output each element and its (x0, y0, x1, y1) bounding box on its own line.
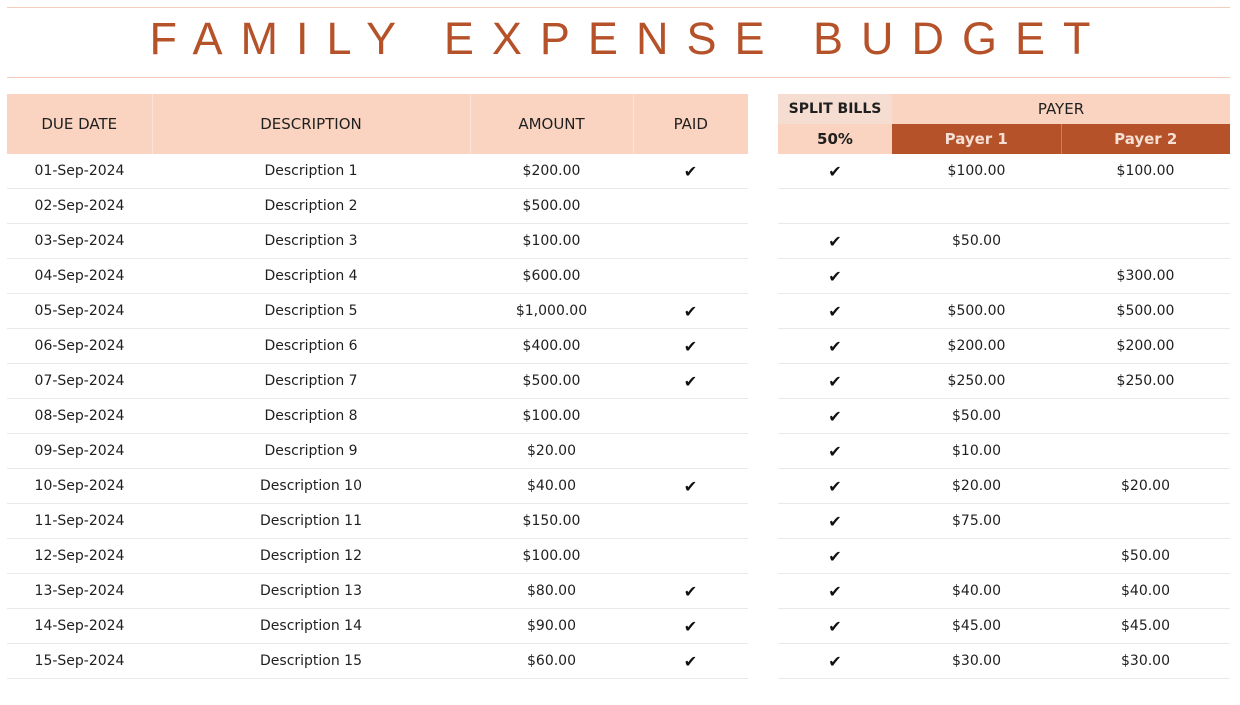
table-row (778, 154, 1230, 189)
split-check-cell[interactable]: ✔ (778, 644, 892, 679)
table-row (7, 469, 748, 504)
payer2-header[interactable]: Payer 2 (1061, 124, 1230, 154)
table-row (7, 364, 748, 399)
table-row (778, 469, 1230, 504)
table-row (778, 329, 1230, 364)
table-row (7, 539, 748, 574)
due-date-cell[interactable]: 04-Sep-2024 (7, 259, 152, 294)
paid-check-cell[interactable] (633, 399, 748, 434)
paid-check-cell[interactable] (633, 189, 748, 224)
due-date-cell[interactable]: 06-Sep-2024 (7, 329, 152, 364)
description-header[interactable]: DESCRIPTION (152, 94, 470, 154)
due-date-header[interactable]: DUE DATE (7, 94, 152, 154)
description-cell[interactable]: Description 9 (152, 434, 470, 469)
amount-cell[interactable]: $500.00 (470, 189, 633, 224)
payer2-amount-cell[interactable]: $300.00 (1061, 259, 1230, 294)
due-date-cell[interactable]: 02-Sep-2024 (7, 189, 152, 224)
due-date-cell[interactable]: 07-Sep-2024 (7, 364, 152, 399)
amount-cell[interactable]: $40.00 (470, 469, 633, 504)
amount-cell[interactable]: $20.00 (470, 434, 633, 469)
payer1-amount-cell[interactable]: $20.00 (892, 469, 1061, 504)
payer2-amount-cell[interactable] (1061, 434, 1230, 469)
table-row (7, 154, 748, 189)
table-row (778, 574, 1230, 609)
table-row (7, 259, 748, 294)
split-bills-table-body (778, 154, 1230, 679)
split-check-cell[interactable]: ✔ (778, 469, 892, 504)
payer1-amount-cell[interactable]: $75.00 (892, 504, 1061, 539)
description-cell[interactable]: Description 2 (152, 189, 470, 224)
description-cell[interactable]: Description 14 (152, 609, 470, 644)
description-cell[interactable]: Description 7 (152, 364, 470, 399)
payer1-amount-cell[interactable]: $50.00 (892, 399, 1061, 434)
description-cell[interactable]: Description 6 (152, 329, 470, 364)
description-cell[interactable]: Description 10 (152, 469, 470, 504)
payer1-amount-cell[interactable]: $10.00 (892, 434, 1061, 469)
due-date-cell[interactable]: 08-Sep-2024 (7, 399, 152, 434)
paid-check-cell[interactable]: ✔ (633, 644, 748, 679)
paid-check-cell[interactable] (633, 224, 748, 259)
payer-header[interactable]: PAYER (892, 94, 1230, 124)
paid-check-cell[interactable]: ✔ (633, 329, 748, 364)
due-date-cell[interactable]: 05-Sep-2024 (7, 294, 152, 329)
table-row (778, 399, 1230, 434)
description-cell[interactable]: Description 15 (152, 644, 470, 679)
payer1-amount-cell[interactable]: $30.00 (892, 644, 1061, 679)
table-row (7, 224, 748, 259)
split-check-cell[interactable]: ✔ (778, 539, 892, 574)
title-bottom-rule (7, 77, 1230, 78)
description-cell[interactable]: Description 12 (152, 539, 470, 574)
expense-table-body (7, 154, 748, 679)
payer2-amount-cell[interactable] (1061, 189, 1230, 224)
payer2-amount-cell[interactable]: $30.00 (1061, 644, 1230, 679)
split-check-cell[interactable]: ✔ (778, 259, 892, 294)
due-date-cell[interactable]: 01-Sep-2024 (7, 154, 152, 189)
description-cell[interactable]: Description 1 (152, 154, 470, 189)
table-row (778, 364, 1230, 399)
table-row (778, 504, 1230, 539)
payer2-amount-cell[interactable] (1061, 399, 1230, 434)
table-row (778, 434, 1230, 469)
payer2-amount-cell[interactable] (1061, 504, 1230, 539)
due-date-cell[interactable]: 15-Sep-2024 (7, 644, 152, 679)
table-row (7, 329, 748, 364)
amount-cell[interactable]: $100.00 (470, 224, 633, 259)
paid-check-cell[interactable]: ✔ (633, 469, 748, 504)
payer1-amount-cell[interactable]: $250.00 (892, 364, 1061, 399)
split-check-cell[interactable]: ✔ (778, 399, 892, 434)
payer2-amount-cell[interactable] (1061, 224, 1230, 259)
paid-check-cell[interactable] (633, 504, 748, 539)
paid-header[interactable]: PAID (633, 94, 748, 154)
table-row (778, 644, 1230, 679)
due-date-cell[interactable]: 12-Sep-2024 (7, 539, 152, 574)
description-cell[interactable]: Description 4 (152, 259, 470, 294)
amount-cell[interactable]: $1,000.00 (470, 294, 633, 329)
split-check-cell[interactable]: ✔ (778, 574, 892, 609)
payer1-amount-cell[interactable] (892, 539, 1061, 574)
due-date-cell[interactable]: 13-Sep-2024 (7, 574, 152, 609)
amount-cell[interactable]: $150.00 (470, 504, 633, 539)
split-check-cell[interactable]: ✔ (778, 364, 892, 399)
paid-check-cell[interactable]: ✔ (633, 154, 748, 189)
description-cell[interactable]: Description 13 (152, 574, 470, 609)
payer1-amount-cell[interactable]: $500.00 (892, 294, 1061, 329)
table-row (7, 574, 748, 609)
payer1-amount-cell[interactable]: $200.00 (892, 329, 1061, 364)
table-row (778, 539, 1230, 574)
payer2-amount-cell[interactable]: $250.00 (1061, 364, 1230, 399)
description-cell[interactable]: Description 3 (152, 224, 470, 259)
split-check-cell[interactable]: ✔ (778, 154, 892, 189)
payer2-amount-cell[interactable]: $200.00 (1061, 329, 1230, 364)
page-title: FAMILY EXPENSE BUDGET (149, 13, 1109, 64)
payer2-amount-cell[interactable]: $100.00 (1061, 154, 1230, 189)
split-bills-header[interactable]: SPLIT BILLS (778, 94, 892, 124)
amount-cell[interactable]: $200.00 (470, 154, 633, 189)
amount-cell[interactable]: $80.00 (470, 574, 633, 609)
table-row (7, 294, 748, 329)
table-row (778, 609, 1230, 644)
split-check-cell[interactable]: ✔ (778, 224, 892, 259)
payer1-amount-cell[interactable]: $100.00 (892, 154, 1061, 189)
payer2-amount-cell[interactable]: $40.00 (1061, 574, 1230, 609)
description-cell[interactable]: Description 8 (152, 399, 470, 434)
paid-check-cell[interactable] (633, 434, 748, 469)
due-date-cell[interactable]: 09-Sep-2024 (7, 434, 152, 469)
payer1-amount-cell[interactable]: $40.00 (892, 574, 1061, 609)
split-check-cell[interactable]: ✔ (778, 329, 892, 364)
description-cell[interactable]: Description 5 (152, 294, 470, 329)
paid-check-cell[interactable]: ✔ (633, 294, 748, 329)
amount-cell[interactable]: $500.00 (470, 364, 633, 399)
paid-check-cell[interactable] (633, 539, 748, 574)
due-date-cell[interactable]: 11-Sep-2024 (7, 504, 152, 539)
due-date-cell[interactable]: 14-Sep-2024 (7, 609, 152, 644)
split-percent-cell[interactable]: 50% (778, 124, 892, 154)
split-check-cell[interactable]: ✔ (778, 294, 892, 329)
table-row (778, 224, 1230, 259)
amount-cell[interactable]: $600.00 (470, 259, 633, 294)
due-date-cell[interactable]: 03-Sep-2024 (7, 224, 152, 259)
paid-check-cell[interactable]: ✔ (633, 364, 748, 399)
description-cell[interactable]: Description 11 (152, 504, 470, 539)
table-row (7, 434, 748, 469)
table-row (7, 609, 748, 644)
table-row (7, 504, 748, 539)
due-date-cell[interactable]: 10-Sep-2024 (7, 469, 152, 504)
table-row (778, 189, 1230, 224)
table-row (7, 189, 748, 224)
split-check-cell[interactable]: ✔ (778, 504, 892, 539)
payer1-header[interactable]: Payer 1 (892, 124, 1061, 154)
paid-check-cell[interactable]: ✔ (633, 609, 748, 644)
paid-check-cell[interactable]: ✔ (633, 574, 748, 609)
amount-cell[interactable]: $90.00 (470, 609, 633, 644)
payer1-amount-cell[interactable] (892, 259, 1061, 294)
table-row (7, 644, 748, 679)
table-row (7, 399, 748, 434)
amount-header[interactable]: AMOUNT (470, 94, 633, 154)
amount-cell[interactable]: $100.00 (470, 539, 633, 574)
split-check-cell[interactable] (778, 189, 892, 224)
payer2-amount-cell[interactable]: $20.00 (1061, 469, 1230, 504)
payer1-amount-cell[interactable] (892, 189, 1061, 224)
table-row (778, 294, 1230, 329)
payer2-amount-cell[interactable]: $45.00 (1061, 609, 1230, 644)
amount-cell[interactable]: $60.00 (470, 644, 633, 679)
payer1-amount-cell[interactable]: $50.00 (892, 224, 1061, 259)
amount-cell[interactable]: $100.00 (470, 399, 633, 434)
payer1-amount-cell[interactable]: $45.00 (892, 609, 1061, 644)
expense-table (7, 94, 748, 679)
split-check-cell[interactable]: ✔ (778, 434, 892, 469)
table-row (778, 259, 1230, 294)
payer2-amount-cell[interactable]: $50.00 (1061, 539, 1230, 574)
split-check-cell[interactable]: ✔ (778, 609, 892, 644)
payer2-amount-cell[interactable]: $500.00 (1061, 294, 1230, 329)
split-bills-table (778, 94, 1230, 679)
amount-cell[interactable]: $400.00 (470, 329, 633, 364)
paid-check-cell[interactable] (633, 259, 748, 294)
